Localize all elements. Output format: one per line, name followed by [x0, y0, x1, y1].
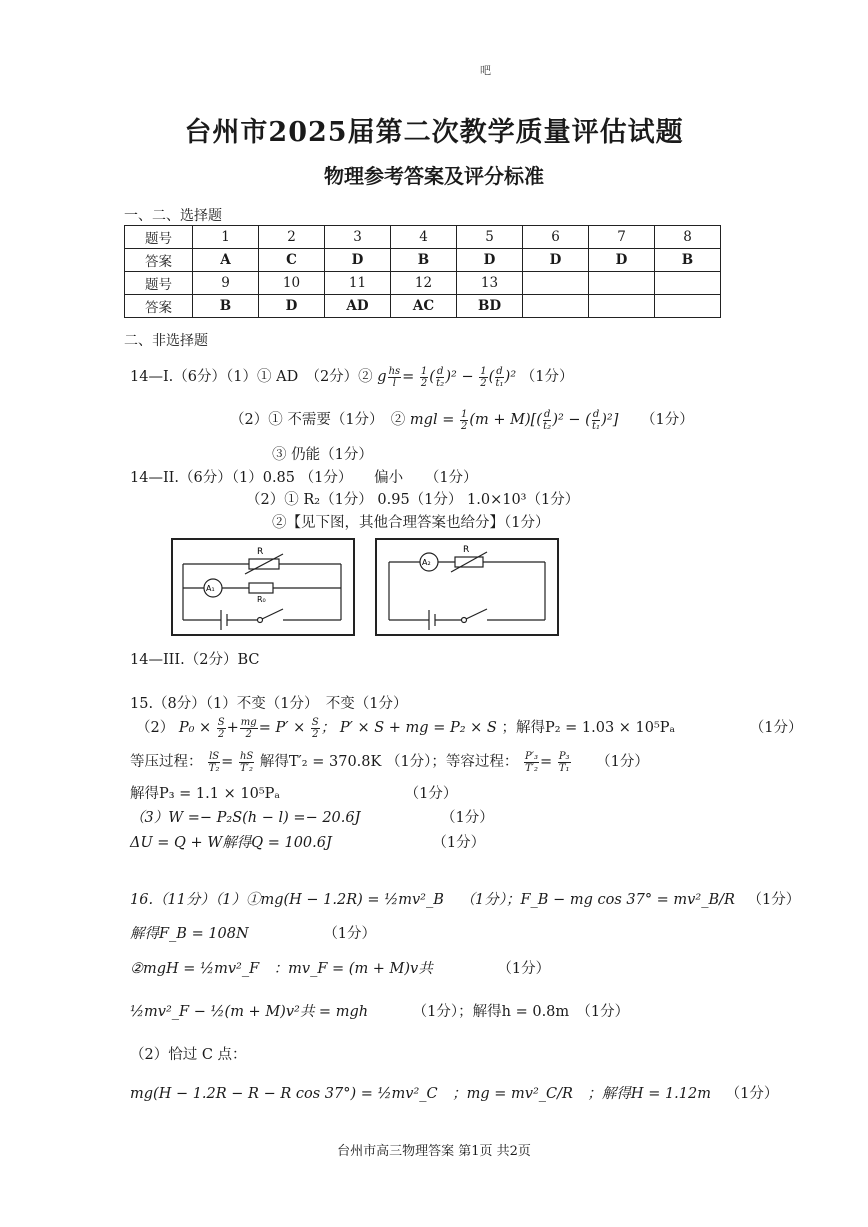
q16-line6: [130, 1082, 778, 1103]
q16-line1-a: 16.（11分）（1）①mg(H − 1.2R) = ½mv²_B: [130, 892, 444, 908]
table-cell: [523, 295, 589, 318]
q15-line3-mid: 解得T′₂ = 370.8K （1分）；等容过程：: [259, 754, 519, 770]
q15-line3-prefix: 等压过程：: [130, 754, 203, 770]
table-cell: D: [589, 249, 655, 272]
table-cell: 7: [589, 226, 655, 249]
q16-line4-score: （1分）；解得h = 0.8m （1分）: [412, 1004, 630, 1020]
page-subtitle: 物理参考答案及评分标准: [324, 164, 544, 188]
switch-symbol: [462, 618, 467, 623]
q14-1-line1-score: （1分）: [520, 369, 574, 385]
q16-line3: [130, 957, 550, 978]
q15-line6: [130, 831, 485, 852]
table-cell: [655, 295, 721, 318]
q15-line3-score: （1分）: [596, 754, 649, 770]
q14-1-line1: [130, 365, 574, 389]
q14-1-line2: [230, 408, 694, 432]
table-cell: AC: [391, 295, 457, 318]
table-cell: D: [523, 249, 589, 272]
table-row: [125, 226, 721, 249]
table-cell: AD: [325, 295, 391, 318]
q14-1-line2-text: （2）① 不需要（1分） ②: [230, 412, 406, 428]
table-cell: [655, 272, 721, 295]
table-cell: 2: [259, 226, 325, 249]
q15-line5-score: （1分）: [441, 810, 494, 826]
label-A2: A₂: [422, 558, 431, 567]
q15-line5: [130, 806, 494, 827]
q15-line4-text: 解得P₃ = 1.1 × 10⁵Pₐ: [130, 786, 280, 802]
table-cell: [589, 295, 655, 318]
table-row: [125, 295, 721, 318]
table-cell: D: [457, 249, 523, 272]
table-cell: [523, 272, 589, 295]
table-cell: D: [259, 295, 325, 318]
table-cell: B: [193, 295, 259, 318]
table-cell: 6: [523, 226, 589, 249]
table-cell: 1: [193, 226, 259, 249]
table-cell: 13: [457, 272, 523, 295]
label-R: R: [463, 545, 470, 555]
q14-2-line2: （2）① R₂（1分） 0.95（1分） 1.0×10³（1分）: [246, 492, 580, 508]
q16-line2: [130, 922, 376, 943]
table-row: [125, 272, 721, 295]
table-cell: 9: [193, 272, 259, 295]
q14-1-formula1: g $\frac{hs}{l}$ = $\frac{1}{2}$ ( $\frac{d}{\text{t₂}}$ )² − $\frac{1}{2}$ ( $\frac{d}{\text{t₁}}$ )²: [377, 365, 517, 389]
table-cell: 5: [457, 226, 523, 249]
table-cell: 11: [325, 272, 391, 295]
q16-line4: [130, 1000, 629, 1021]
table-cell: 3: [325, 226, 391, 249]
q15-formula-isobaric: $\frac{lS}{\text{T₂}}$ = $\frac{hS}{\text{T′₂}}$: [208, 750, 254, 774]
q14-1-formula2: mgl = $\frac{1}{2}$ (m + M)[( $\frac{d}{\text{t₂}}$ )² − ( $\frac{d}{\text{t₁}}$ )²]: [409, 408, 619, 432]
q15-line3: [130, 750, 649, 774]
row-label: 题号: [125, 272, 193, 295]
section-heading-nonchoice: 二、非选择题: [124, 333, 208, 349]
q15-line6-score: （1分）: [432, 835, 486, 851]
q14-2-line3: ②【见下图，其他合理答案也给分】（1分）: [272, 515, 550, 531]
q14-3-line: 14—III.（2分）BC: [130, 652, 260, 668]
row-label: 答案: [125, 295, 193, 318]
q16-line1-b: （1分）；F_B − mg cos 37° = mv²_B/R: [460, 892, 735, 908]
table-cell: BD: [457, 295, 523, 318]
table-row: [125, 249, 721, 272]
table-cell: B: [391, 249, 457, 272]
label-R0: R₀: [257, 595, 266, 604]
q16-line6-text: mg(H − 1.2R − R − R cos 37°) = ½mv²_C ；mg = mv²_C/R ；解得H = 1.12m: [130, 1086, 711, 1102]
table-cell: 4: [391, 226, 457, 249]
q14-2-line1: 14—II.（6分）（1）0.85 （1分） 偏小 （1分）: [130, 470, 478, 486]
label-R: R: [257, 547, 264, 557]
table-cell: [589, 272, 655, 295]
q16-line3-score: （1分）: [497, 961, 551, 977]
circuit-diagram-1: [171, 538, 355, 636]
section-heading-choice: 一、二、选择题: [124, 208, 222, 224]
q16-line1: [130, 888, 800, 909]
circuit-diagram-2: [375, 538, 559, 636]
row-label: 题号: [125, 226, 193, 249]
table-cell: 10: [259, 272, 325, 295]
q16-line1-score: （1分）: [747, 892, 801, 908]
q15-line2: [136, 716, 803, 740]
table-cell: B: [655, 249, 721, 272]
table-cell: D: [325, 249, 391, 272]
q15-line2-prefix: （2）: [136, 720, 175, 736]
resistor-R0: [249, 583, 273, 593]
q15-line4-score: （1分）: [404, 786, 458, 802]
q16-line4-text: ½mv²_F − ½(m + M)v²共 = mgh: [130, 1004, 369, 1020]
q15-formula-isochoric: $\frac{\text{P′₃}}{\text{T′₂}}$ = $\frac{\text{P₃}}{\text{T₁}}$: [525, 750, 570, 774]
q14-1-line3: ③ 仍能（1分）: [272, 447, 373, 463]
table-cell: A: [193, 249, 259, 272]
page-title: 台州市2025届第二次教学质量评估试题: [184, 117, 684, 148]
q14-1-line1-text: 14—I.（6分）（1）① AD （2分）②: [130, 369, 373, 385]
row-label: 答案: [125, 249, 193, 272]
q15-line4: [130, 782, 457, 803]
table-cell: 8: [655, 226, 721, 249]
table-cell: 12: [391, 272, 457, 295]
q16-line6-score: （1分）: [725, 1086, 779, 1102]
table-cell: C: [259, 249, 325, 272]
q15-line2-result: ；解得P₂ = 1.03 × 10⁵Pₐ: [501, 720, 676, 736]
label-A1: A₁: [206, 584, 215, 593]
switch-symbol: [258, 618, 263, 623]
page-footer: 台州市高三物理答案 第1页 共2页: [337, 1144, 531, 1159]
q15-formula-balance: P₀ × $\frac{S}{2}$ + $\frac{mg}{2}$ = P′ × $\frac{S}{2}$ ； P′ × S + mg = P₂ × S: [178, 716, 497, 740]
answer-table: [124, 225, 721, 318]
q15-line6-text: ΔU = Q + W解得Q = 100.6J: [130, 835, 332, 851]
q16-line3-text: ②mgH = ½mv²_F ：mv_F = (m + M)v共: [130, 961, 433, 977]
q15-line1: 15.（8分）（1）不变（1分） 不变（1分）: [130, 696, 408, 712]
q15-line2-score: （1分）: [749, 720, 803, 736]
q16-line2-score: （1分）: [323, 926, 377, 942]
top-mark: 吧: [480, 64, 491, 77]
q14-1-line2-score: （1分）: [641, 412, 694, 428]
q16-line5: （2）恰过 C 点：: [130, 1047, 247, 1063]
q15-line5-text: （3）W =− P₂S(h − l) =− 20.6J: [130, 810, 361, 826]
q16-line2-text: 解得F_B = 108N: [130, 926, 249, 942]
